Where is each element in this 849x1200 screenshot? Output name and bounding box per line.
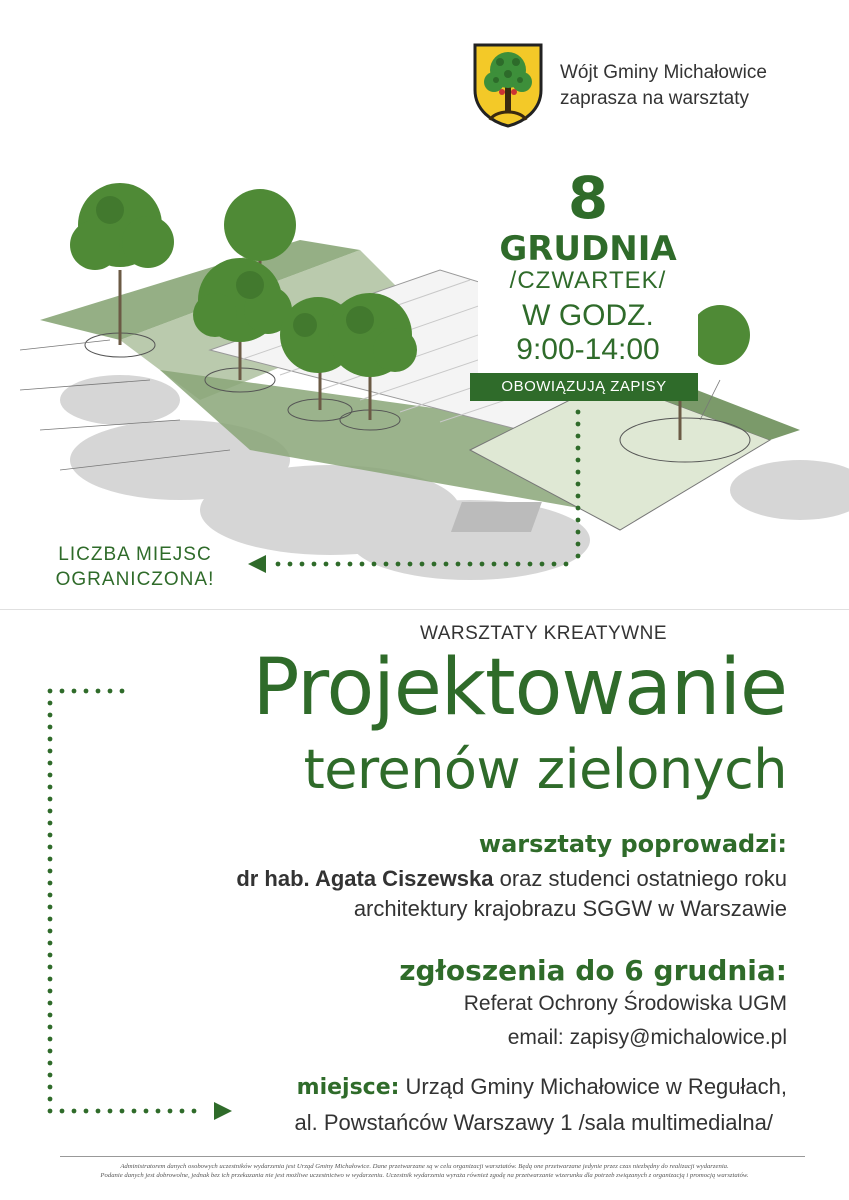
lead-line-2: architektury krajobrazu SGGW w Warszawie (353, 896, 787, 921)
lead-line-1 (236, 866, 787, 892)
lead-line-1-rest: oraz studenci ostatniego roku (493, 866, 787, 891)
workshop-type: WARSZTATY KREATYWNE (420, 623, 668, 644)
title-line-1: Projektowanie (252, 643, 787, 733)
footer-line-2: Podanie danych jest dobrowolne, jednak bez ich przekazania nie jest możliwe uczestnictwo w wydarzeniu. Uczestnik wydarzenia wyraża również zgodę na przetwarzanie wizerunku dla potrzeb związanych z organizacją i promocją warsztatów. (100, 1172, 749, 1179)
landscape-plan-illustration (0, 150, 849, 610)
lead-name: dr hab. Agata Ciszewska (236, 866, 494, 891)
venue-label: miejsce: (296, 1075, 400, 1100)
event-month: GRUDNIA (499, 229, 677, 269)
limited-places-line1: LICZBA MIEJSC (58, 544, 212, 565)
registration-email: email: zapisy@michalowice.pl (507, 1026, 787, 1049)
lead-label: warsztaty poprowadzi: (478, 830, 787, 858)
event-hours-label: W GODZ. (522, 299, 654, 332)
event-date-card (478, 163, 698, 373)
footer-line-1: Administratorem danych osobowych uczestników wydarzenia jest Urząd Gminy Michałowice. Dane przetwarzane są w celu organizacji warsztatów. Będą one przetwarzane jedynie przez czas niezbędny do realizacji wydarzenia. (120, 1163, 729, 1170)
signup-required-banner: OBOWIĄZUJĄ ZAPISY (470, 373, 698, 401)
registration-office: Referat Ochrony Środowiska UGM (463, 992, 787, 1015)
registration-label: zgłoszenia do 6 grudnia: (399, 954, 787, 987)
footer-rule (60, 1156, 805, 1157)
municipality-crest (472, 42, 544, 128)
event-weekday: /CZWARTEK/ (509, 267, 667, 294)
data-privacy-footer (0, 1162, 849, 1180)
event-day: 8 (567, 164, 609, 232)
venue-line-1 (297, 1074, 787, 1100)
venue-line-2: al. Powstańców Warszawy 1 /sala multimedialna/ (294, 1110, 773, 1135)
venue-line-1-rest: Urząd Gminy Michałowice w Regułach, (399, 1074, 787, 1099)
section-divider (0, 609, 849, 610)
organizer-line: Wójt Gminy Michałowice (560, 62, 767, 83)
limited-places-notice (40, 542, 230, 592)
limited-places-line2: OGRANICZONA! (55, 569, 215, 590)
invitation-line: zaprasza na warsztaty (560, 88, 750, 109)
title-line-2: terenów zielonych (303, 738, 787, 801)
event-time: 9:00-14:00 (516, 333, 660, 366)
organizer-invitation (560, 60, 767, 112)
